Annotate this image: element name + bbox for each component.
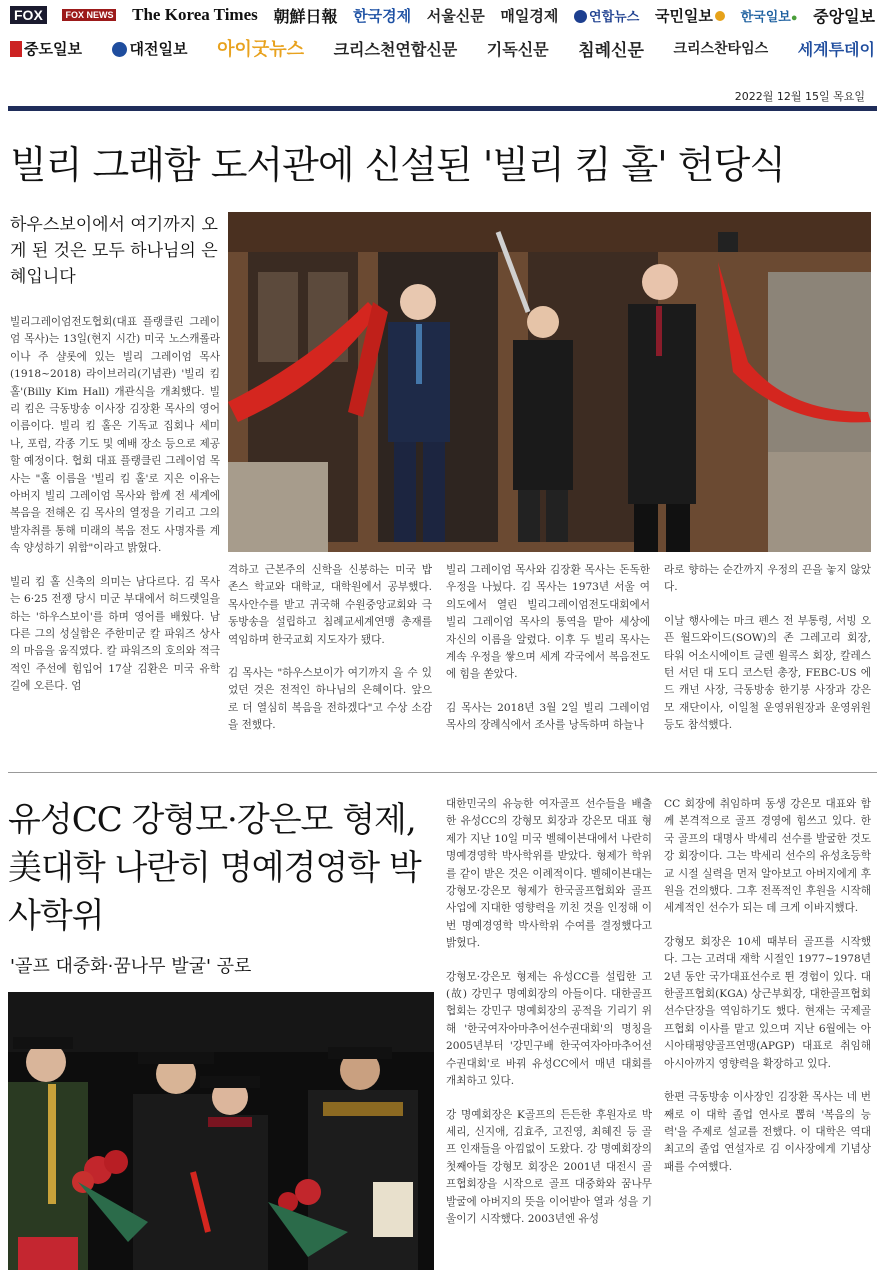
- article1-col2-para-2: 김 목사는 "하우스보이가 여기까지 올 수 있었던 것은 전적인 하나님의 은혜이다. 앞으로 더 열심히 복음을 전하겠다"고 수상 소감을 전했다.: [228, 667, 432, 732]
- article2-col2-para-3: 한편 극동방송 이사장인 김장환 목사는 네 번째로 이 대학 졸업 연사로 뽑혀 '복음의 능력'을 주제로 설교를 전했다. 이 대학은 역대 최고의 졸업 연설자로 김 이사장에게 기념상패를 수여했다.: [664, 1091, 871, 1173]
- article2-headline: 유성CC 강형모·강은모 형제, 美대학 나란히 명예경영학 박사학위: [8, 800, 421, 936]
- article1-col2-para-1: 격하고 근본주의 신학을 신봉하는 미국 밥 존스 학교와 대학교, 대학원에서 공부했다. 목사안수를 받고 귀국해 수원중앙교회와 극동방송을 설립하고 침례교세계연맹 총재를 역임하며 한국교회 지도자가 됐다.: [228, 564, 432, 646]
- article1-column-2: [228, 562, 432, 751]
- article1-col3-para-2: 김 목사는 2018년 3월 2일 빌리 그레이엄 목사의 장례식에서 조사를 낭독하며 하늘나: [446, 701, 650, 732]
- article2-col2-para-2: 강형모 회장은 10세 때부터 골프를 시작했다. 그는 고려대 재학 시절인 1977~1978년 2년 동안 국가대표선수로 뛴 경험이 있다. 대한골프협회(KGA) 상근부회장, 대한골프협회선수단장을 역임하기도 했다. 현재는 국제골프협회 이사를 맡고 있으며 지난 6월에는 아시아태평양골프연맹(APGP) 대표로 취임해 아시아까지 영향력을 확장하고 있다.: [664, 935, 871, 1070]
- graduation-illustration: [8, 992, 434, 1270]
- fox-logo: FOX: [10, 6, 47, 24]
- daejeon-ilbo-logo: 대전일보: [112, 38, 188, 59]
- hankyung-logo: 한국경제: [353, 7, 412, 25]
- yonhap-emblem-icon: [574, 10, 587, 23]
- header-rule: [8, 106, 877, 111]
- baptist-news-logo: 침례신문: [578, 40, 644, 60]
- maeil-business-logo: 매일경제: [500, 7, 559, 25]
- segye-today-logo: 세계투데이: [797, 41, 875, 59]
- article1-col3-para-1: 빌리 그레이엄 목사와 김장환 목사는 돈독한 우정을 나눴다. 김 목사는 1973년 서울 여의도에서 열린 빌리그레이엄전도대회에서 빌리 그레이엄 목사의 통역을 맡아 세상에 자신의 이름을 알렸다. 이후 두 빌리 목사는 계속 우정을 쌓으며 세계 각국에서 복음전도에 힘을 쏟았다.: [446, 564, 650, 681]
- article2-col2-para-1: CC 회장에 취임하며 동생 강은모 대표와 함께 본격적으로 골프 경영에 힘쓰고 있다. 한국 골프의 대명사 박세리 선수를 발굴한 것도 강 회장이다. 그는 박세리 선수의 유성초등학교 시절 실력을 먼저 알아보고 아버지에게 후원을 건의했다. 그후 전폭적인 후원을 시작해 세계적인 선수가 되는 데 크게 이바지했다.: [664, 798, 871, 915]
- article1-col1-para-2: 빌리 킴 홀 신축의 의미는 남다르다. 김 목사는 6·25 전쟁 당시 미군 부대에서 허드렛일을 하는 '하우스보이'를 하며 영어를 배웠다. 남다른 그의 성실함은 주한미군 칼 파워즈 상사의 마음을 움직였다. 칼 파워즈의 호의와 적극적인 주선에 힘입어 17살 김환은 미국 유학 길에 오른다. 엄: [10, 575, 220, 693]
- joongdo-ilbo-logo: 중도일보: [10, 38, 82, 59]
- article1-column-4: [664, 562, 871, 751]
- hankook-dots-icon: ●: [790, 11, 798, 24]
- ribbon-cutting-photo: [228, 212, 871, 552]
- yonhap-logo: 연합뉴스: [574, 6, 639, 25]
- article2-column-2: [664, 796, 871, 1192]
- igoodnews-logo: 아이굿뉴스: [217, 39, 305, 59]
- article2-subhead: '골프 대중화·꿈나무 발굴' 공로: [10, 956, 252, 977]
- article2-col1-para-1: 대한민국의 유능한 여자골프 선수들을 배출한 유성CC의 강형모 회장과 강은모 대표 형제가 지난 10일 미국 벨헤이븐대에서 나란히 명예경영학 박사학위를 받았다. 형제가 학위를 같이 받은 것은 이례적이다. 벨헤이븐대는 강형모·강은모 형제가 한국골프협회와 골프사업에 지대한 영향력을 끼친 것을 인정해 이번 명예경영학 박사학위 수여를 결정했다고 밝혔다.: [446, 798, 652, 950]
- article2-col1-para-2: 강형모·강은모 형제는 유성CC를 설립한 고(故) 강민구 명예회장의 아들이다. 대한골프협회는 강민구 명예회장의 공적을 기리기 위해 '한국여자아마추어선수권대회'의 명칭을 2005년부터 '강민구배 한국여자아마추어선수권대회'로 바꿔 유성CC에서 매년 대회를 개최하고 있다.: [446, 970, 652, 1088]
- article1-column-1: [10, 314, 220, 712]
- section-divider: [8, 772, 877, 773]
- joongang-ilbo-logo: 중앙일보: [813, 8, 875, 26]
- christian-union-news-logo: 크리스천연합신문: [333, 41, 458, 59]
- ribbon-cutting-illustration: [228, 212, 871, 552]
- article1-headline: 빌리 그래함 도서관에 신설된 '빌리 킴 홀' 헌당식: [10, 143, 785, 187]
- christian-times-logo: 크리스찬타임스: [673, 40, 769, 56]
- daejeon-globe-icon: [112, 42, 127, 57]
- article2-column-1: [446, 796, 652, 1244]
- logo-row-2: [10, 34, 875, 62]
- hankook-ilbo-logo: 한국일보●: [740, 8, 798, 24]
- chosun-ilbo-logo: 朝鮮日報: [273, 8, 338, 26]
- korea-times-logo: The Korea Times: [132, 5, 258, 24]
- graduation-ceremony-photo: [8, 992, 434, 1270]
- media-logos-banner: [0, 0, 885, 64]
- article1-column-3: [446, 562, 650, 751]
- logo-row-1: [10, 2, 875, 28]
- article2-col1-para-3: 강 명예회장은 K골프의 든든한 후원자로 박세리, 신지애, 김효주, 고진영, 최혜진 등 골프 인재들을 아낌없이 도왔다. 강 명예회장의 첫째아들 강형모 회장은 2001년 대전시 골프협회장을 시작으로 골프 대중화와 꿈나무 발굴에 아버지의 뜻을 이어받아 열과 성을 기울이기 시작했다. 2003년엔 유성: [446, 1108, 652, 1225]
- fox-news-logo: FOX NEWS: [62, 9, 116, 21]
- kukmin-ilbo-logo: 국민일보: [655, 5, 725, 26]
- article1-col1-para-1: 빌리그레이엄전도협회(대표 플랭클린 그레이엄 목사)는 13일(현지 시간) 미국 노스캐롤라이나 주 샬롯에 있는 빌리 그레이엄 목사(1918~2018) 라이브러리(기념관) '빌리 킴 홀'(Billy Kim Hall) 개관식을 개최했다. 빌리 킴은 극동방송 이사장 김장환 목사의 영어 이름이다. 빌리 킴 홀은 기독교 집회나 세미나, 포럼, 각종 기도 및 예배 장소 등으로 제공할 예정이다. 협회 대표 플랭클린 그레이엄 목사는 "홀 이름을 '빌리 킴 홀'로 지은 이유는 아버지 빌리 그레이엄 목사와 함께 전 세계에 복음을 전해온 김 목사의 열정을 기리고 그의 발자취를 통해 미래의 복음 전도 사명자를 계속 양성하기 위함"이라고 밝혔다.: [10, 316, 220, 555]
- article1-col4-para-1: 라로 향하는 순간까지 우정의 끈을 놓지 않았다.: [664, 564, 871, 594]
- issue-date: 2022월 12월 15일 목요일: [734, 90, 865, 103]
- kukmin-dot-icon: [715, 11, 725, 21]
- joongdo-badge-icon: [10, 41, 22, 57]
- article1-subhead: 하우스보이에서 여기까지 오게 된 것은 모두 하나님의 은혜입니다: [10, 215, 218, 287]
- kidok-shinmun-logo: 기독신문: [486, 41, 549, 59]
- seoul-shinmun-logo: 서울신문: [426, 7, 485, 25]
- article1-col4-para-2: 이날 행사에는 마크 펜스 전 부통령, 서빙 오픈 월드와이드(SOW)의 존 그레고리 회장, 타워 어소시에이트 글렌 윌콕스 회장, 칼레스턴 서던 대 도디 코스턴 총장, FEBC-US 에드 캐넌 사장, 극동방송 한기붕 사장과 강은모 재단이사, 이일철 운영위원장과 운영위원 등도 참석했다.: [664, 614, 871, 732]
